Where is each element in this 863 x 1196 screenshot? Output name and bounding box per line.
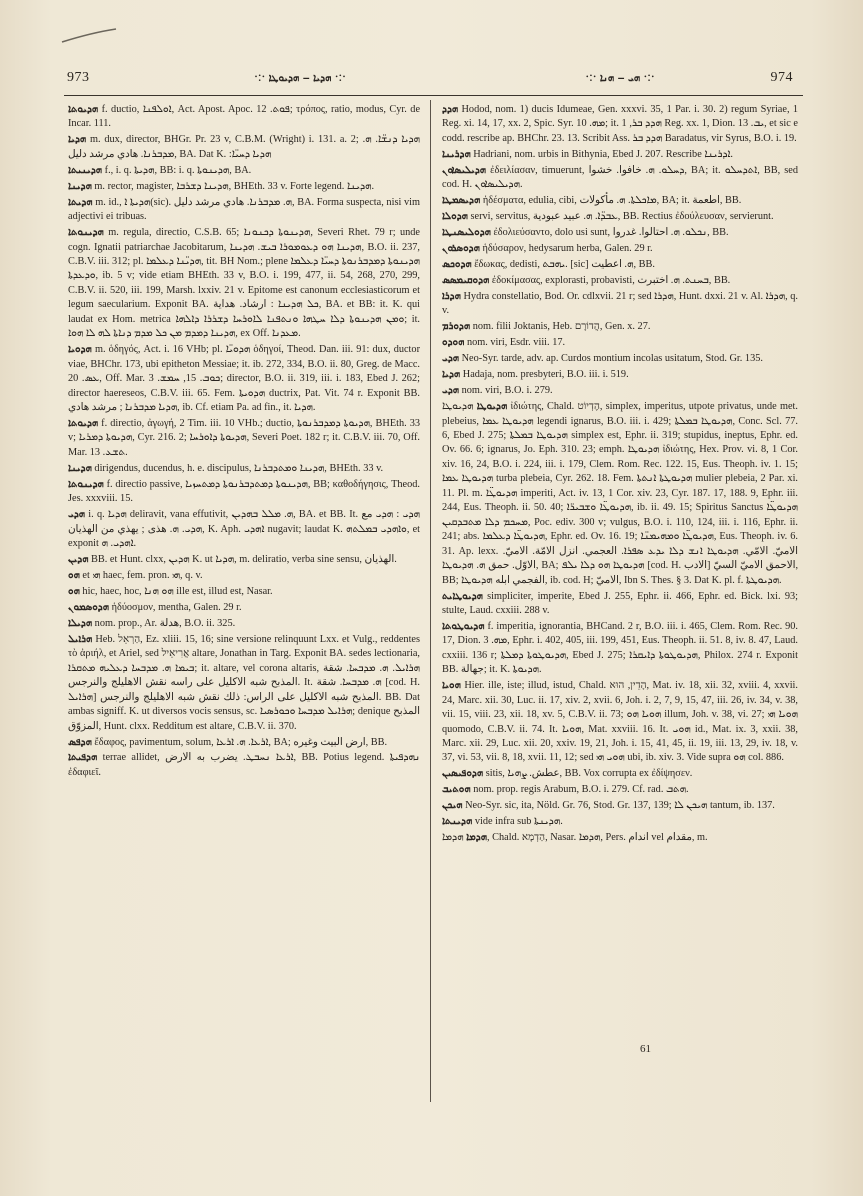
- entry-text: ܗܕܡܐ, Chald. הַדְמָא, Nasar. ܗܕܡܐ, Pers. اندام vel مقدام, m.: [442, 832, 708, 844]
- page-number-left: 973: [67, 70, 90, 85]
- dictionary-entry: [68, 180, 420, 194]
- entry-headword: ܗܕܘܦܝܣܝܢ: [442, 768, 484, 780]
- dictionary-entry: [442, 320, 798, 334]
- entry-headword: ܗܕܘܟܣ: [442, 259, 472, 271]
- entry-text: m. id., ܗܕܝܬܐ ܐ(sic). ܗ. ܡܕܒܪܢܐ. هادي مرشد دليل, BA. Forma suspecta, nisi vim adjectivi ei tribuas.: [68, 196, 420, 223]
- entry-headword: ܗܕܝܘܛܐܝܬ: [442, 590, 483, 602]
- entry-headword: ܗܕܝܘܛܘܬܐ: [442, 620, 485, 632]
- entry-headword: ܗܕܝ: [442, 353, 460, 365]
- dictionary-entry: [442, 352, 798, 366]
- entry-text: et ܗܝ haec, fem. pron. ܗܝ, q. v.: [82, 570, 203, 582]
- entry-headword: ܗܘܕܘ: [442, 337, 465, 349]
- entry-text: terrae allidet, ܐܪܥܐ ܢܚܒܛ. يضرب به الارض, BB. Potius legend. ܢܗܕܦܝܬܐ ἐδαφιεῖ.: [68, 752, 420, 778]
- entry-headword: ܗܘܝܐ: [442, 680, 461, 692]
- entry-headword: ܗܕܪܝܢܐ: [442, 148, 471, 160]
- dictionary-entry: [442, 194, 798, 208]
- entry-text: servi, servitus, ܥܒܕ̈ܐ. ܗ. عبيد عبودية, BB. Rectius ἐδούλευσαν, servierunt.: [470, 211, 774, 223]
- entry-text: m. regula, directio, C.S.B. 65; ܗܕܝܢܘܬܐ ܕܟܢܘܢܐ, Severi Rhet. 79 r; unde cogn. Ignatii patriarchae Jacobitarum, ܗܕܝܢܐ ܗܘ ܕܥܘܡܘܪܐ ܒܝܫ. ܗܕܝܢܐ, B.O. ii. 237, C.B.V. iii. 312; pl. ܗܕܝ̈ܢܐ ܕܥܠܡܐ, tit. BH Nom.; plene ܗܕܝܢܘܬܐ ܕܡܕܒܪܢܘܬܐ ܕܚܝ̈ܐ ܕܥܠܡܐ ܘܕܥܕܬܐ, ib. 5 v; vide etiam BHEth. 33 v, B.O. i. 199, 477, ii. 54, 268, 270, 299, C.B.V. ii. 520, iii. 199, Marsh. lxxiv. 21 v. Epitome est canonum ecclesiasticorum et legum saecularium. Exponit BA. ܟܠ ܗܕܝܢܐ : ارشاد. هداية, BA. et BB: it. K. qui laudat ex Hom. metrica ܘܡܢ ܗܕܝܢܘܬܐ ܕܠܐ ܚܛܗܐ ܘܢܬܦܢܐ ܠܐܘܪܚܐ ܕܫܪܪܐ ܕܐܠܗܐ; it. ܗܕܝܢܐ ܕܡܕܡ ܡܢ ܟܠ ܡܕܡ ܕܢܐܬܐ ܠܗ ܠܐ ܗܘܐ, ex Off. ܡܥܕܢܐ.: [68, 227, 420, 340]
- dictionary-entry: [442, 783, 798, 797]
- entry-text: ἡδύοσμον, mentha, Galen. 29 r.: [111, 601, 242, 613]
- entry-text: ἐδοκίμασας, explorasti, probavisti, ܒܚܢܬ. ܗ. اختبرت, BB.: [491, 274, 731, 286]
- dictionary-entry: [68, 103, 420, 132]
- entry-headword: ܗܕܝܠܝܣܐܘܢ: [442, 164, 487, 176]
- entry-text: Neo-Syr. tarde, adv. ap. Curdos montium incolas usitatum, Stod. Gr. 135.: [461, 353, 763, 365]
- entry-headword: ܗܕܝܘܬܐ: [68, 104, 99, 115]
- entry-headword: ܗܕܝܐ: [68, 134, 87, 146]
- entry-headword: ܗܕܘܠܐ: [442, 211, 468, 223]
- entry-headword: ܗܕܝܘܬܐ: [68, 418, 99, 430]
- entry-headword: ܗܕܘܣܪܘܢ: [442, 243, 480, 255]
- running-head-left: [180, 70, 420, 86]
- entry-headword: ܗܘ: [68, 570, 80, 582]
- entry-text: nom. viri, Esdr. viii. 17.: [466, 337, 566, 349]
- dictionary-entry: [442, 679, 798, 766]
- dictionary-entry: [68, 508, 420, 551]
- entry-text: Hydra constellatio, Bod. Or. cdlxvii. 21 r; sed ܗܕܪܐ, Hunt. dxxi. 21 v. Al. ܗܕܪܐ, q. v.: [442, 290, 798, 317]
- header-ornament: ∙:∙: [254, 70, 269, 85]
- dictionary-entry: [442, 258, 798, 272]
- dictionary-entry: [442, 210, 798, 224]
- right-column: [442, 103, 798, 1063]
- entry-text: m. rector, magister, ܗܕܝܢܐ ܕܫܪܒܐ, BHEth. 33 v. Forte legend. ܗܕܝܢܐ.: [94, 180, 375, 192]
- dictionary-entry: [442, 290, 798, 319]
- entry-text: Neo-Syr. sic, ita, Nöld. Gr. 76, Stod. Gr. 137, 139; ܗܝܟܢ ܠܐ tantum, ib. 137.: [465, 800, 775, 812]
- entry-headword: ܗܕܝܢܐ: [68, 180, 92, 192]
- signature-mark: 61: [640, 1043, 651, 1055]
- dictionary-entry: [68, 417, 420, 460]
- dictionary-entry: [68, 617, 420, 631]
- entry-text: i. q. ܗܕܝܐ deliravit, vana effutivit, ܗ. ܡܠܠ ܒܗܕܝܢ, BA. et BB. It. ܗܕܝ : ܗܕܝ مع ܗܕܝ. ܗ. هذى ; يهذي من الهذيان, K. Aph. ܐܗܕܝ nugavit; laudat K. ܘܐܗܕܝ ܒܡܠܬܗ, et exponit ܐܗܕܝ. ܗ.: [68, 509, 420, 550]
- entry-headword: ܗܕܘܪܡ: [442, 321, 471, 333]
- header-ornament: ∙:∙: [640, 70, 655, 85]
- running-head-right-text: ܗܝ ‒ ܗܢܐ: [599, 73, 641, 84]
- dictionary-entry: [68, 585, 420, 599]
- entry-text: Hodod, nom. 1) ducis Idumeae, Gen. xxxvi. 35, 1 Par. i. 30. 2) regum Syriae, 1 Reg. xi. 14, 17, xx. 2, Spic. Syr. ܡܗ. 10; it. ܗܕܕ ܒܪ, 1 Reg. xx. 1, Dion. ܝܒ. 13, et sic e codd. rescribe ap. BHChr. 23. 13. Scribit Ass. ܗܕܕ ܒܪ Baradatus, vir Syrus, B.O. i. 19.: [442, 104, 798, 144]
- dictionary-entry: [442, 226, 798, 240]
- dictionary-entry: [68, 462, 420, 476]
- running-head-left-text: ܗܕܝܐ ‒ ܗܕܝܘܛܐ: [268, 73, 332, 84]
- dictionary-entry: [442, 164, 798, 193]
- entry-headword: ܗܕܝ: [442, 385, 460, 397]
- entry-headword: ܗܕܦܣ: [68, 736, 92, 748]
- dictionary-entry: [442, 242, 798, 256]
- entry-headword: ܗܕܝܢܝܬܐ: [68, 164, 103, 176]
- entry-text: ἔδαφος, pavimentum, solum, ܐܪܥܐ. ܗ. ܐܪܥܐ, BA; ارض البيت وغيره, BB.: [94, 736, 388, 748]
- entry-headword: ܗܕܪܐ: [442, 290, 461, 302]
- entry-headword: ܗܕܝܢܐ: [68, 462, 92, 474]
- entry-text: ἡδέσματα, edulia, cibi, ܡܐܟܠܬܐ. ܗ. مأكولات, BA; it. اطعمة, BB.: [482, 195, 742, 207]
- entry-text: nom. prop., Ar. هدلة, B.O. ii. 325.: [94, 617, 236, 629]
- entry-headword: ܗܕܝܘܛܐ: [476, 401, 508, 413]
- entry-text: m. ὁδηγός, Act. i. 16 VHb; pl. ܗܕܘܝ̈ܐ ὁδηγοί, Theod. Dan. iii. 91: dux, ductor viae, BHChr. 173, ubi epitheton Messiae; it. ib. 272, 334, B.O. ii. 80, Greg. de Macc. ܥܣ. 20, Off. Mar. ܟܘܒ. 15, ܚܡܫ. 3; director, B.O. ii. 319, iii. i. 183, Ebed J. 262; director haereseos, C.B.V. iii. 65. Fem. ܗܕܘܝܬܐ ductrix, Pat. Vit. 74 r. Exponit BB. ܗܕܝܐ ܡܕܒܪܢܐ ; مرشد هادي, ib. Cf. etiam Pa. ad fin., it. ܗܕܝܐ.: [68, 344, 420, 414]
- dictionary-entry: [68, 569, 420, 583]
- dictionary-entry: [68, 164, 420, 178]
- entry-headword: ܗܕܝ: [68, 509, 86, 521]
- entry-text: nom. viri, B.O. i. 279.: [461, 385, 553, 397]
- entry-headword: ܗܕܦܝܬܐ: [68, 752, 98, 764]
- entry-text: simpliciter, imperite, Ebed J. 255, Ephr. ii. 466, Ephr. ed. Bick. lxi. 93; stulte, Laud. cxxiii. 288 v.: [442, 590, 798, 616]
- entry-text: f. ductio, ܐܘܠܦܢܐ, Act. Apost. Apoc. ܦܘܬ. 12; τρόπος, ratio, modus, Cyr. de Incar. 111.: [68, 104, 420, 130]
- dictionary-entry: [442, 815, 798, 829]
- entry-text: nom. prop. regis Arabum, B.O. i. 279. Cf. rad. ܗܬܒ.: [473, 784, 689, 796]
- entry-text: ἡδύσαρον, hedysarum herba, Galen. 29 r.: [482, 243, 653, 255]
- entry-headword: ܗܕܝܣܡܛܐ: [442, 195, 481, 207]
- entry-headword: ܗܕܝܢܘܬܐ: [68, 478, 104, 490]
- entry-text: ܗܕܝܘܛܐ ἰδιώτης, Chald. הֶדְיוֹט, simplex, imperitus, utpote privatus, unde met. plebeius, ܗܕܝܘܛܐ ܥܡܐ legendi ignarus, B.O. iii. i. 429; ܗܕܝܘܛܐ ܒܡܠܬܐ, Conc. Scl. 77. 6, Ebed J. 275; ܗܕܝܘܛܐ ܒܡܠܬܐ simplex est, Ephr. ii. 319; stupidus, ineptus, Ephr. ed. Ov. 66. 6; ignarus, Jo. Eph. 310. 23; emph. ܗܕܝܘܛܐ ἰδιώτης, Hex. Prov. vi. 8, 1 Cor. xiv. 16, 24, B.O. i. 224, iii. i. 179, Clem. Rom. Rec. 122. 15, Eus. Theoph. iv. 1. 15; ܗܕܝܘܛܐ ܥܡܐ turba plebeia, Cyr. 262. 18. Fem. ܗܕܝܘܛܬܐ ܐܢܬܬܐ mulier plebeia, 2 Par. xi. 11. Pl. m. ܗܕܝܘܛ̈ܐ imperiti, Act. iv. 13, 1 Cor. xiv. 23, Cyr. 187. 17, 188. 9, Ephr. iii. 244, Eus. Theoph. ii. 50. 40; ܗܕܝܘܛ̈ܐ ܘܫܒܝܪ̈ܐ, ib. ii. 49. 15; Spiritus Sanctus ܗܕܝܘܛ̈ܐ ܡܚܟܡ ܕܠܐ ܡܬܒܕܩܝܢ, Poc. ediv. 300 v; vulgus, B.O. i. 110, 124, iii. i. 116, Ephr. ii. 241; abs. ܗܕܝܘܛ̈ܐ ܕܥܠܡܐ, Ephr. ed. Ov. 16. 19; ܗܕܝܘܛ̈ܐ ܘܡܗܝܡܢ̈ܐ, Eus. Theoph. iv. 6. 31. Ap. lexx. الاميّ. الامّي. ܗܕܝܘܛܐ ܐܢܫ ܕܠܐ ܝܕܥ ܣܦܪܐ. العجمي. انزل الامّة. الاميّ. الاوّل. حمق ܗ. ܗܕܝܘܛܐ, BA; ܗܕܝܘܛܐ ܗܘ ܕܠܐ ܝܠܦ [cod. H. الادب] الاحمق الاميّ السيّ, BB; الفجمي ابله ܗܕܝܘܛܐ, ib. cod. H; الاميّ, Ibn S. Thes. § 3. Dat K. pl. f. ܗܕܝܘܛܬܐ.: [442, 401, 798, 586]
- dictionary-entry: [442, 400, 798, 588]
- column-divider: [430, 100, 431, 1102]
- dictionary-entry: [68, 343, 420, 415]
- entry-text: Hadaja, nom. presbyteri, B.O. iii. i. 519.: [462, 369, 629, 381]
- entry-headword: ܗܕܝܢ: [68, 554, 89, 566]
- entry-text: f. directio, ἀγωγή, 2 Tim. iii. 10 VHb.; ductio, ܗܕܝܘܬܐ ܕܡܕܒܪܢܘܬܐ, BHEth. 33 v; ܗܕܝܘܬܐ ܕܡܪܝܐ, Cyr. 216. 2; ܗܕܝܘܬܐ ܕܐܘܪܚܐ, Severi Poet. 182 r; it. C.B.V. iii. 70, Off. Mar. ܬܫܥ. 13.: [68, 418, 420, 458]
- dictionary-entry: [68, 196, 420, 225]
- entry-headword: ܗܕܝܢܘܬܐ: [68, 227, 104, 239]
- dictionary-entry: [68, 478, 420, 507]
- entry-headword: ܗܕܝܠܐ: [68, 617, 93, 629]
- header-ornament: ∙:∙: [585, 70, 600, 85]
- entry-text: hic, haec, hoc, ܗܘ ܗܢܐ ille est, illud est, Nasar.: [82, 586, 273, 597]
- pencil-mark: [60, 28, 118, 44]
- entry-text: dirigendus, ducendus, h. e. discipulus, ܗܕܝܢܐ ܘܡܬܕܒܪܢܐ, BHEth. 33 v.: [94, 462, 384, 474]
- dictionary-entry: [68, 133, 420, 162]
- page-number-right: 974: [770, 70, 793, 85]
- running-head-right: [520, 70, 720, 86]
- entry-headword: ܗܕܡܐ: [466, 832, 487, 844]
- dictionary-entry: [442, 148, 798, 162]
- entry-headword: ܗܝܟܢ: [442, 800, 463, 812]
- entry-text: f., i. q. ܗܕܝܬܐ, BB: i. q. ܗܕܝܢܘܬܐ, BA.: [104, 164, 252, 176]
- dictionary-entry: [68, 736, 420, 750]
- dictionary-entry: [442, 590, 798, 619]
- entry-headword: ܗܪܐܝܠ: [68, 633, 93, 645]
- entry-text: m. dux, director, BHGr. Pr. 23 v, C.B.M. (Wright) i. 131. a. 2; ܗܕܝܐ ܕܢܫ̈ܐ. ܗ. ܡܕܒܪܢܐ. هادي مرشد دليل, BA. Dat K. :ܗܕܝܐ ܕܚܝ̈ܐ: [68, 134, 420, 160]
- entry-text: Hier. ille, iste; illud, istud, Chald. הָדֵין, הוּא, Mat. iv. 18, xii. 32, xviii. 4, xxvii. 24, Marc. xii. 30, Luc. ii. 17, xiv. 2, xvii. 6, Joh. i. 2, 7, 9, 15, 47, iii. 26, iv. 34, v. 38, vii. 15, viii. 23, xii. 18, xv. 5, C.B.V. ii. 73; ܗܘܝܐ ܗܘ illum, Joh. v. 38, vi. 27; ܗܘܝܐ ܗܝ quomodo, C.B.V. ii. 74. It. ܗܘܝܐ, Mat. xxviii. 16. It. ܗܘܝ id., Mat. ix. 3, xxii. 38, Marc. xii. 29, Luc. xii. 20, xxiv. 19, 21, Joh. i. 15, 41, 45, ii. 19, iii. 13, 29, iv. 18, v. 37, vi. 53, vii. 8, 18, xvii. 11, 12; sed ܗܘܝ ܗܝ ubi, ib. xiv. 3. Vide supra ܗܘ col. 886.: [442, 680, 798, 764]
- dictionary-entry: [442, 799, 798, 813]
- dictionary-entry: [68, 553, 420, 567]
- dictionary-entry: [442, 103, 798, 146]
- dictionary-entry: [442, 620, 798, 678]
- entry-headword: ܗܕܝܬܐ: [68, 196, 93, 208]
- dictionary-entry: [68, 226, 420, 342]
- entry-text: ἐδειλίασαν, timuerunt, ܕܚܠܘ. ܗ. خافوا. خشوا, BA; it. ܐܬܕܚܠܘ, BB, sed cod. H. ܗܕܝܠܝܣܐܘܢ.: [442, 164, 798, 191]
- entry-headword: ܗܕܘܠܝܣܢܛܐ: [442, 227, 491, 239]
- entry-headword: ܗܕܝܐ: [442, 369, 461, 381]
- dictionary-entry: [68, 601, 420, 615]
- entry-text: Hadriani, nom. urbis in Bithynia, Ebed J. 207. Rescribe ܐܕܪܝܢܐ.: [473, 148, 733, 160]
- entry-text: ἔδωκας, dedisti, ܝܗܒܬ. [sic] ܗ. اعطيت, BB.: [474, 259, 655, 271]
- header-ornament: ∙:∙: [331, 70, 346, 85]
- entry-headword: ܗܕܝܢܬܐ: [442, 816, 473, 828]
- entry-headword: ܗܘ: [68, 586, 80, 597]
- dictionary-entry: [442, 831, 798, 845]
- dictionary-entry: [442, 368, 798, 382]
- entry-headword: ܗܕܘܣܡܘܢ: [68, 601, 109, 613]
- dictionary-entry: [442, 336, 798, 350]
- entry-text: sitis, عطش. ܨܗܝܐ, BB. Vox corrupta ex ἐδίψησεν.: [485, 768, 693, 780]
- entry-headword: ܗܕܕ: [442, 104, 459, 115]
- dictionary-entry: [68, 633, 420, 734]
- dictionary-entry: [442, 384, 798, 398]
- entry-headword: ܗܘܬܝܒ: [442, 784, 471, 796]
- left-column: [68, 103, 420, 1103]
- entry-text: f. directio passive, ܗܕܝܢܘܬܐ ܕܡܬܕܒܪܢܘܬܐ ܕܡܬܚܙܝܐ, BB; καθοδήγησις, Theod. Jes. xxxviii. 15.: [68, 478, 420, 505]
- entry-text: Heb. הַרְאֵל, Ez. xliii. 15, 16; sine versione relinquunt Lxx. et Vulg., reddentes τὸ ἀριήλ, et Ariel, sed אֲרִיאֵיל altare, Jonathan in Targ. Exponit BA. sedes lectionaria, ܒܝܡܐ ܗ. ܡܕܒܚܐ ܕܥܠܝܗ ܡܬܩܪܐ; it. altare, vel corona altaris, ܗܪܐܝܠ. ܗ. ܡܕܒܚܐ. شقة المذبح شبه الاكليل على راسه نقش الاهليلج والنرجس. It. ܗ. ܡܕܒܚܐ. شقة [cod. H. ܗܪܐܝܠ] المذبح شبه الاكليل على الراس: ذلك نقش شبه الاهليلج والنرجس. BB. Dat ambas signiff. K. ut diversos vocis sensus, sc. ܗܪܐܝܠ ܡܕܒܚܐ ܘܟܘܪܣܝܐ; denique المذبح المزوّق, Hunt. clxx. Redditum est altare, C.B.V. ii. 370.: [68, 633, 420, 732]
- dictionary-entry: [442, 274, 798, 288]
- entry-text: nom. filii Joktanis, Heb. הֲדוֹרָם, Gen. x. 27.: [472, 321, 651, 333]
- entry-text: ἐδολιεύσαντο, dolo usi sunt, ܢܟܠܘ. ܗ. احتالوا. غدروا, BB.: [493, 227, 729, 239]
- entry-headword: ܗܕܘܝܐ: [68, 344, 92, 356]
- entry-text: f. imperitia, ignorantia, BHCand. 2 r, B.O. iii. i. 465, Clem. Rom. Rec. 90. 17, Dion. ܡܗ. 3, Ephr. i. 402, 405, iii. 199, 451, Eus. Theoph. ii. 51. 8, iv. 8. 47, Laud. cxxiii. 136 r; ܗܕܝܘܛܘܬܐ ܕܡܠܬܐ, Ebed J. 275; ܗܕܝܘܛܘܬܐ ܕܐܝܩܪܐ, Philox. 274 r. Exponit BB. جهالة; it. K. ܗܕܝܘܬܐ.: [442, 620, 798, 676]
- dictionary-entry: [442, 767, 798, 781]
- header-rule: [64, 95, 803, 96]
- dictionary-entry: [68, 751, 420, 780]
- entry-headword: ܗܕܘܩܝܡܣܣ: [442, 274, 490, 286]
- entry-text: BB. et Hunt. clxx, ܗܕܝܢ K. ut ܗܕܝܐ, m. deliratio, verba sine sensu, الهذيان.: [91, 554, 397, 566]
- entry-text: vide infra sub ܗܕܝܢܬܐ.: [474, 816, 563, 828]
